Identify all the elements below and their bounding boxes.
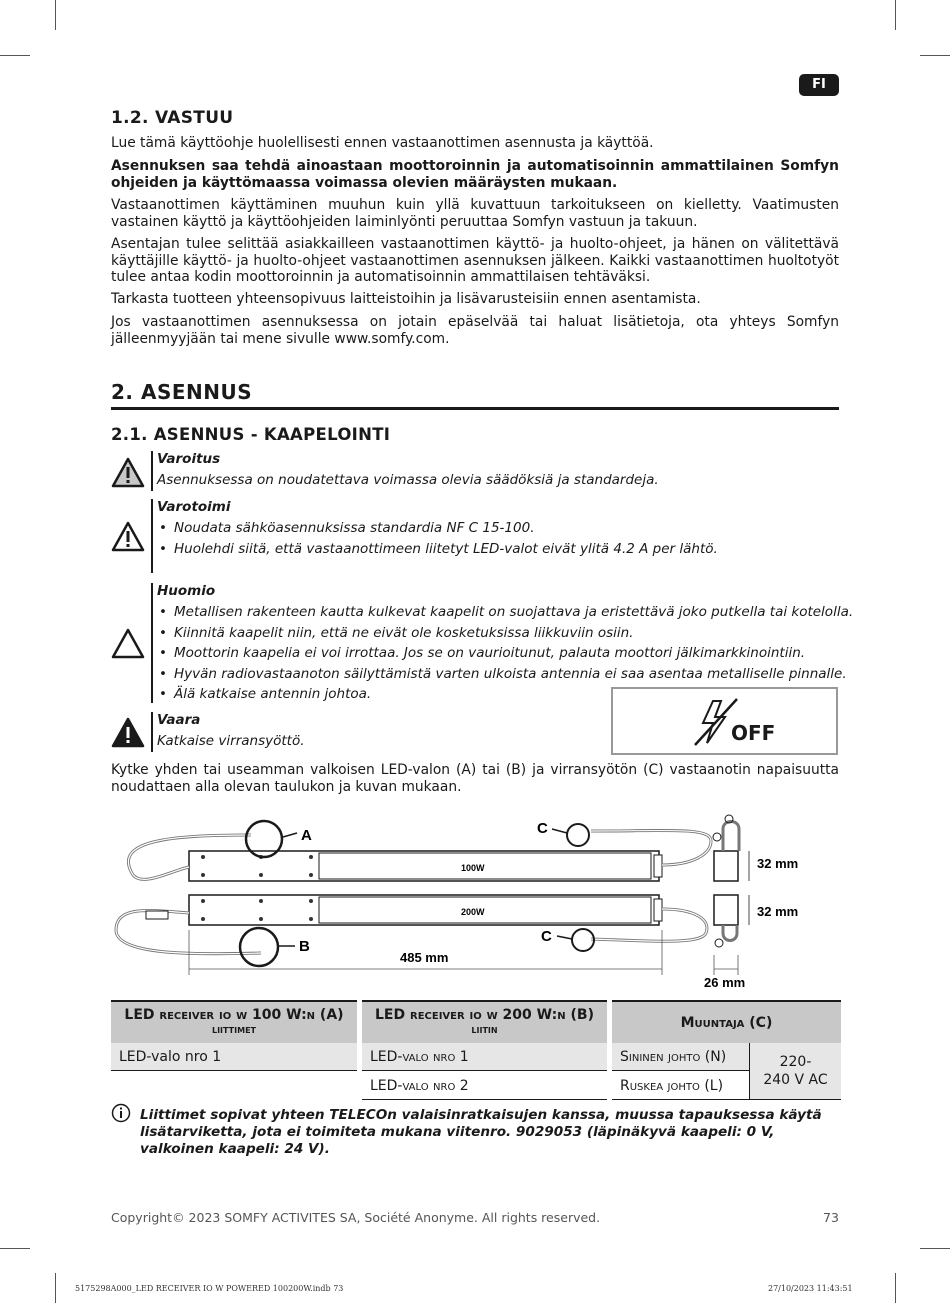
paragraph: Tarkasta tuotteen yhteensopivuus laitteistoihin ja lisävarusteisiin ennen asentamista.	[111, 291, 701, 307]
paragraph: Vastaanottimen käyttäminen muuhun kuin yllä kuvattuun tarkoitukseen on kielletty. Vaatimusten vastainen käyttö ja käyttöohjeiden laiminlyönti peruuttaa Somfyn vastuun ja takuun.	[111, 197, 839, 230]
unit-100w-label: 100W	[461, 863, 485, 873]
page-number: 73	[823, 1210, 839, 1225]
side-profile	[713, 815, 749, 975]
danger-triangle-icon	[111, 717, 145, 749]
notice-bar	[151, 583, 153, 703]
notice-text: Asennuksessa on noudatettava voimassa olevia säädöksiä ja standardeja.	[157, 472, 659, 488]
paragraph: Asentajan tulee selittää asiakkailleen vastaanottimen käyttö- ja huolto-ohjeet, ja hänen on välitettävä käyttäjille käyttö- ja huolto-ohjeet vastaanottimen asennuksen jälkeen. Kaikki vastaanottimen huoltotyöt tulee antaa kodin moottoroinnin ja automatisoinnin ammattilaisen tehtäväksi.	[111, 236, 839, 285]
bullet: •	[159, 604, 167, 620]
unit-200w-label: 200W	[461, 907, 485, 917]
off-label: OFF	[731, 721, 776, 745]
notice-text: Katkaise virransyöttö.	[157, 733, 305, 749]
voltage-cell: 220- 240 V AC	[749, 1043, 841, 1100]
notice-varotoimi	[111, 499, 839, 573]
crop-mark	[920, 55, 950, 56]
attention-triangle-icon	[111, 628, 145, 660]
table-header-a: LED receiver io w 100 W:n (A) liittimet	[111, 1000, 357, 1043]
subsection-heading-kaapelointi: 2.1. ASENNUS - KAAPELOINTI	[111, 425, 391, 444]
notice-bar	[151, 712, 153, 752]
notice-title: Varotoimi	[157, 499, 231, 515]
label-b: B	[299, 938, 310, 955]
power-off-box	[611, 687, 838, 755]
wiring-diagram	[111, 805, 811, 995]
notice-item: Älä katkaise antennin johtoa.	[174, 686, 372, 702]
dimension-length: 485 mm	[400, 950, 449, 965]
dimension-height: 32 mm	[757, 904, 799, 919]
notice-item: Metallisen rakenteen kautta kulkevat kaapelit on suojattava ja eristettävä joko putkella tai kotelolla.	[174, 604, 854, 620]
notice-title: Varoitus	[157, 451, 221, 467]
crop-mark	[55, 1273, 56, 1303]
crop-mark	[920, 1248, 950, 1249]
footnote: Liittimet sopivat yhteen TELECOn valaisinratkaisujen kanssa, muussa tapauksessa käytä lisätarviketta, jota ei toimiteta mukana viitenro. 9029053 (läpinäkyvä kaapeli: 0 V, valkoinen kaapeli: 24 V).	[140, 1107, 822, 1157]
wiring-intro: Kytke yhden tai useamman valkoisen LED-valon (A) tai (B) ja virransyötön (C) vastaanotin napaisuutta noudattaen alla olevan taulukon ja kuvan mukaan.	[111, 762, 839, 795]
crop-mark	[0, 55, 30, 56]
crop-mark	[0, 1248, 30, 1249]
bullet: •	[159, 520, 167, 536]
table-cell: LED-valo nro 1	[362, 1043, 607, 1071]
connector-c-highlight	[572, 929, 594, 951]
table-header-b: LED receiver io w 200 W:n (B) liitin	[362, 1000, 607, 1043]
section-heading-vastuu: 1.2. VASTUU	[111, 108, 234, 128]
notice-title: Vaara	[157, 712, 201, 728]
label-c: C	[541, 928, 552, 945]
table-header-c: Muuntaja (C)	[612, 1000, 841, 1043]
notice-item: Huolehdi siitä, että vastaanottimeen liitetyt LED-valot eivät ylitä 4.2 A per lähtö.	[174, 541, 718, 557]
warning-triangle-icon	[111, 457, 145, 489]
label-c: C	[537, 820, 548, 837]
caution-triangle-icon	[111, 521, 145, 553]
crop-mark	[895, 0, 896, 30]
print-slug-file: 5175298A000_LED RECEIVER IO W POWERED 100200W.indb 73	[75, 1284, 344, 1293]
notice-item: Kiinnitä kaapelit niin, että ne eivät ole kosketuksissa liikkuviin osiin.	[174, 625, 634, 641]
notice-huomio	[111, 583, 854, 703]
crop-mark	[55, 0, 56, 30]
copyright-text: Copyright© 2023 SOMFY ACTIVITES SA, Société Anonyme. All rights reserved.	[111, 1210, 601, 1225]
section-heading-asennus: 2. ASENNUS	[111, 380, 839, 410]
notice-bar	[151, 499, 153, 573]
table-cell: Sininen johto (N)	[612, 1043, 749, 1071]
dimension-height: 32 mm	[757, 856, 799, 871]
dimension-depth: 26 mm	[704, 975, 746, 990]
connector-c-highlight	[567, 824, 589, 846]
bullet: •	[159, 686, 167, 702]
bullet: •	[159, 541, 167, 557]
language-badge: FI	[799, 74, 839, 96]
notice-item: Moottorin kaapelia ei voi irrottaa. Jos se on vaurioitunut, palauta moottori jälkimarkkinointiin.	[174, 645, 806, 661]
bullet: •	[159, 625, 167, 641]
notice-item: Noudata sähköasennuksissa standardia NF C 15-100.	[174, 520, 535, 536]
receiver-200w	[189, 895, 662, 925]
paragraph: Lue tämä käyttöohje huolellisesti ennen vastaanottimen asennusta ja käyttöä.	[111, 135, 654, 151]
paragraph-bold: Asennuksen saa tehdä ainoastaan moottoroinnin ja automatisoinnin ammattilainen Somfyn ohjeiden ja käyttömaassa voimassa olevien määräysten mukaan.	[111, 158, 839, 191]
notice-varoitus	[111, 451, 839, 491]
notice-bar	[151, 451, 153, 491]
crop-mark	[895, 1273, 896, 1303]
table-cell: Ruskea johto (L)	[612, 1072, 749, 1100]
bullet: •	[159, 645, 167, 661]
bullet: •	[159, 666, 167, 682]
print-slug-date: 27/10/2023 11:43:51	[768, 1284, 853, 1293]
notice-title: Huomio	[157, 583, 216, 599]
info-icon	[111, 1103, 131, 1123]
table-cell: LED-valo nro 2	[362, 1072, 607, 1100]
label-a: A	[301, 827, 312, 844]
paragraph: Jos vastaanottimen asennuksessa on jotain epäselvää tai haluat lisätietoja, ota yhteys Somfyn jälleenmyyjään tai mene sivulle www.somfy.com.	[111, 314, 839, 347]
connector-b-highlight	[240, 928, 278, 966]
table-cell: LED-valo nro 1	[111, 1043, 357, 1071]
notice-item: Hyvän radiovastaanoton säilyttämistä varten ulkoista antennia ei saa asentaa metalliselle pinnalle.	[174, 666, 847, 682]
